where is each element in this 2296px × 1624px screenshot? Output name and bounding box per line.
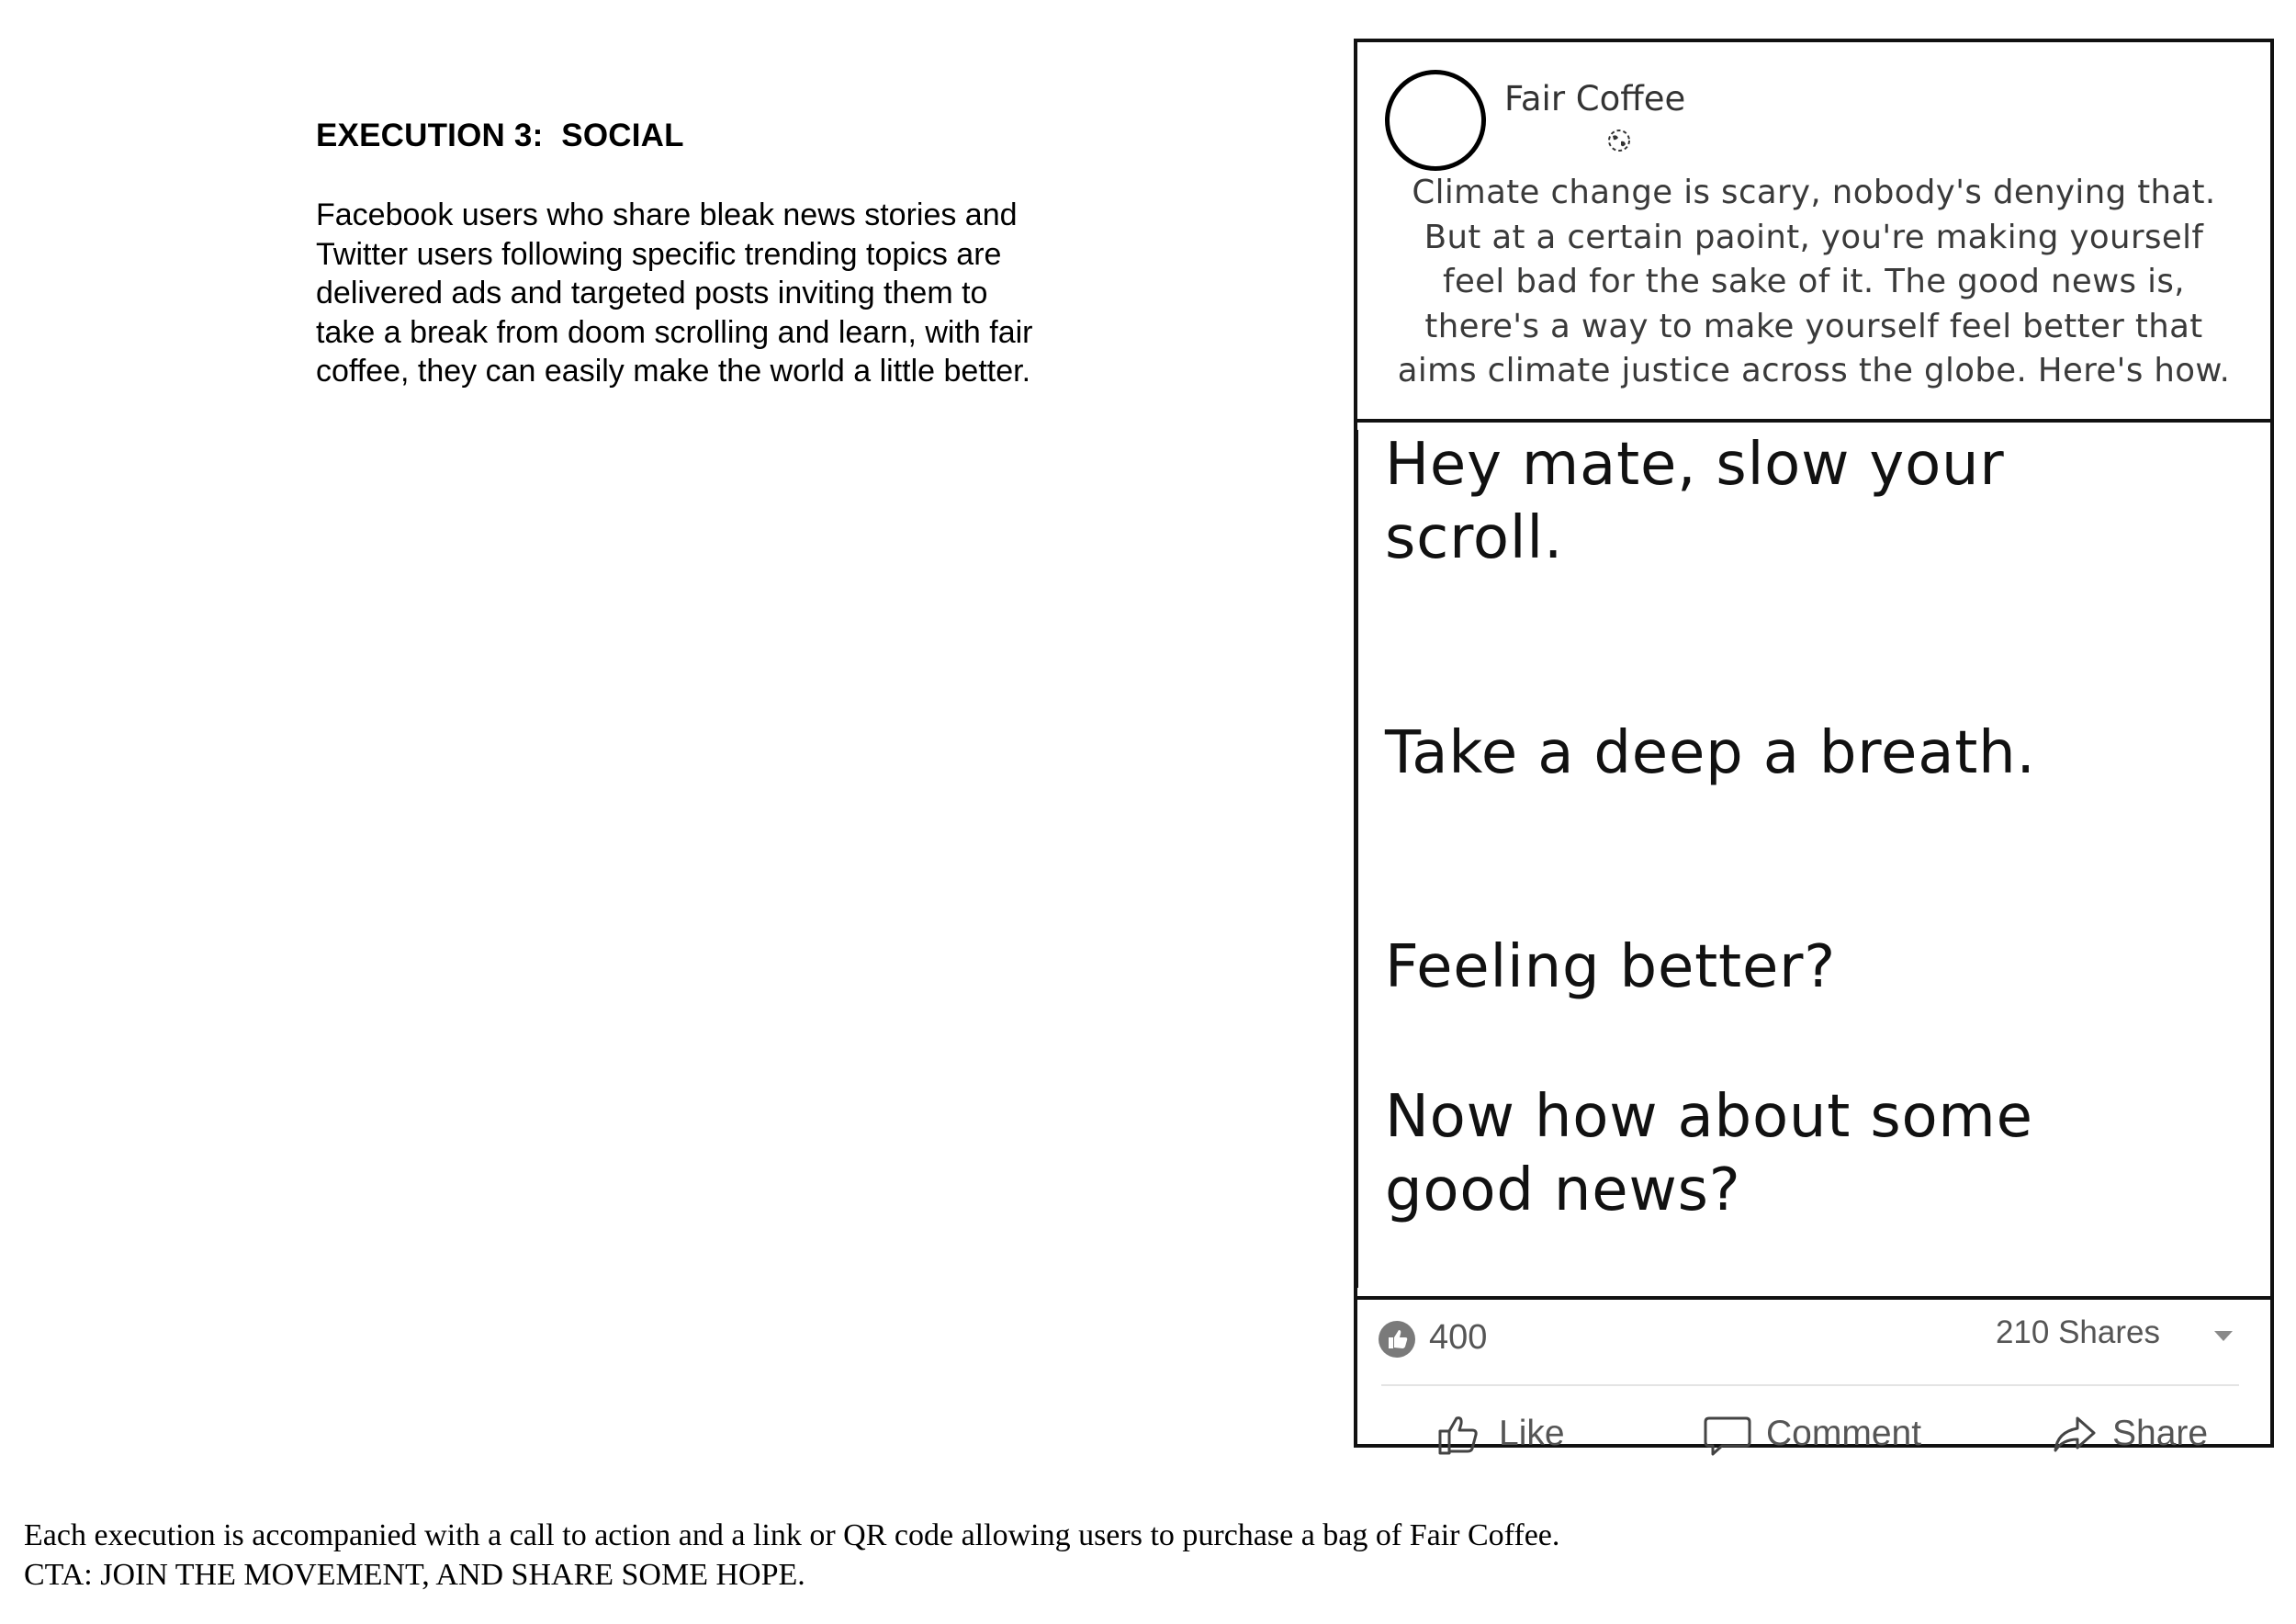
brief-line: Twitter users following specific trending topics are bbox=[316, 236, 1002, 272]
caret-down-icon[interactable] bbox=[2213, 1329, 2234, 1342]
image-text-line: good news? bbox=[1385, 1156, 1741, 1224]
footnote bbox=[24, 1516, 1769, 1595]
post-caption-line: But at a certain paoint, you're making yourself bbox=[1424, 218, 2204, 256]
brief-line: coffee, they can easily make the world a little better. bbox=[316, 354, 1031, 389]
post-footer bbox=[1357, 1300, 2270, 1453]
comment-button[interactable] bbox=[1702, 1406, 1921, 1461]
post-caption-line: there's a way to make yourself feel better that bbox=[1424, 307, 2203, 345]
image-text-line: Take a deep a breath. bbox=[1385, 719, 2036, 787]
reaction-count[interactable]: 400 bbox=[1429, 1318, 1488, 1357]
image-text-line: Now how about some bbox=[1385, 1083, 2033, 1151]
share-button[interactable] bbox=[2048, 1406, 2208, 1461]
execution-brief bbox=[316, 118, 1106, 391]
post-caption-line: Climate change is scary, nobody's denying that. bbox=[1412, 174, 2216, 211]
brief-line: take a break from doom scrolling and learn, with fair bbox=[316, 314, 1033, 350]
like-button[interactable] bbox=[1435, 1406, 1565, 1461]
avatar[interactable] bbox=[1385, 70, 1486, 171]
shares-count[interactable]: 210 Shares bbox=[1995, 1314, 2160, 1350]
share-label: Share bbox=[2112, 1414, 2209, 1453]
comment-bubble-icon bbox=[1702, 1407, 1755, 1460]
post-caption-line: feel bad for the sake of it. The good news is, bbox=[1443, 263, 2185, 300]
page-name[interactable]: Fair Coffee bbox=[1504, 79, 1686, 118]
brief-heading: EXECUTION 3: SOCIAL bbox=[316, 118, 684, 153]
cta-line: CTA: JOIN THE MOVEMENT, AND SHARE SOME HOPE. bbox=[24, 1558, 805, 1592]
like-label: Like bbox=[1499, 1414, 1565, 1453]
post-image-panel[interactable] bbox=[1357, 423, 2270, 1300]
post-caption-line: aims climate justice across the globe. Here's how. bbox=[1397, 352, 2231, 389]
image-text-line: scroll. bbox=[1385, 504, 1564, 572]
panel-edge bbox=[1354, 430, 1358, 1288]
post-caption bbox=[1357, 171, 2270, 394]
thumbs-up-outline-icon bbox=[1435, 1407, 1488, 1460]
footnote-line: Each execution is accompanied with a call to action and a link or QR code allowing users to purchase a bag of Fair Coffee. bbox=[24, 1518, 1560, 1552]
thumbs-up-icon bbox=[1378, 1320, 1416, 1359]
footer-divider bbox=[1381, 1384, 2239, 1386]
comment-label: Comment bbox=[1766, 1414, 1922, 1453]
brief-body bbox=[316, 196, 1106, 391]
brief-line: delivered ads and targeted posts inviting them to bbox=[316, 276, 988, 310]
social-post-mockup bbox=[1354, 39, 2274, 1453]
brief-line: Facebook users who share bleak news stories and bbox=[316, 197, 1018, 232]
image-text-line: Feeling better? bbox=[1385, 933, 1836, 1001]
share-arrow-icon bbox=[2048, 1407, 2101, 1460]
globe-icon bbox=[1604, 125, 1635, 156]
post-header bbox=[1357, 42, 2270, 423]
image-text-line: Hey mate, slow your bbox=[1385, 431, 2005, 499]
